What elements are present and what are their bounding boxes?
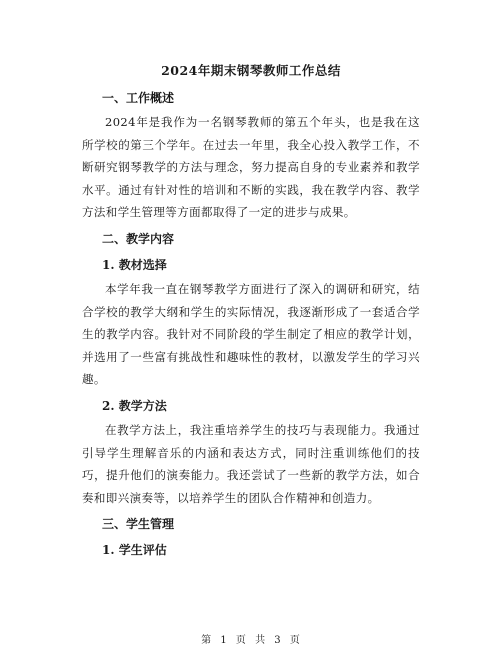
footer-page-label: 页	[235, 635, 247, 646]
subsection-heading-teaching-method: 2. 教学方法	[102, 398, 167, 413]
document-title: 2024年期末钢琴教师工作总结	[161, 63, 341, 78]
document-body	[82, 85, 420, 563]
footer-total-pages: 3	[274, 635, 282, 646]
subsection-heading-textbook-selection: 1. 教材选择	[102, 257, 167, 272]
footer-current-page: 1	[220, 635, 228, 646]
subsection-paragraph-teaching-method: 在教学方法上，我注重培养学生的技巧与表现能力。我通过引导学生理解音乐的内涵和表达方式，同时注重训练他们的技巧，提升他们的演奏能力。我还尝试了一些新的教学方法，如合奏和即兴演奏等，以培养学生的团队合作精神和创造力。	[82, 422, 420, 505]
section-heading-overview: 一、工作概述	[102, 91, 175, 105]
footer-suffix: 页	[289, 635, 301, 646]
footer-total-label: 共	[255, 635, 267, 646]
section-paragraph-overview: 2024年是我作为一名钢琴教师的第五个年头，也是我在这所学校的第三个学年。在过去一年里，我全心投入教学工作，不断研究钢琴教学的方法与理念，努力提高自身的专业素养和教学水平。通过有针对性的培训和不断的实践，我在教学内容、教学方法和学生管理等方面都取得了一定的进步与成果。	[82, 115, 420, 220]
subsection-heading-student-evaluation: 1. 学生评估	[102, 543, 167, 558]
page-footer	[0, 635, 502, 647]
section-heading-student-management: 三、学生管理	[102, 517, 175, 532]
section-heading-teaching-content: 二、教学内容	[102, 231, 175, 246]
footer-prefix: 第	[201, 635, 213, 646]
subsection-paragraph-textbook-selection: 本学年我一直在钢琴教学方面进行了深入的调研和研究，结合学校的教学大纲和学生的实际情况，我逐渐形成了一套适合学生的教学内容。我针对不同阶段的学生制定了相应的教学计划，并选用了一些富有挑战性和趣味性的教材，以激发学生的学习兴趣。	[82, 281, 420, 387]
